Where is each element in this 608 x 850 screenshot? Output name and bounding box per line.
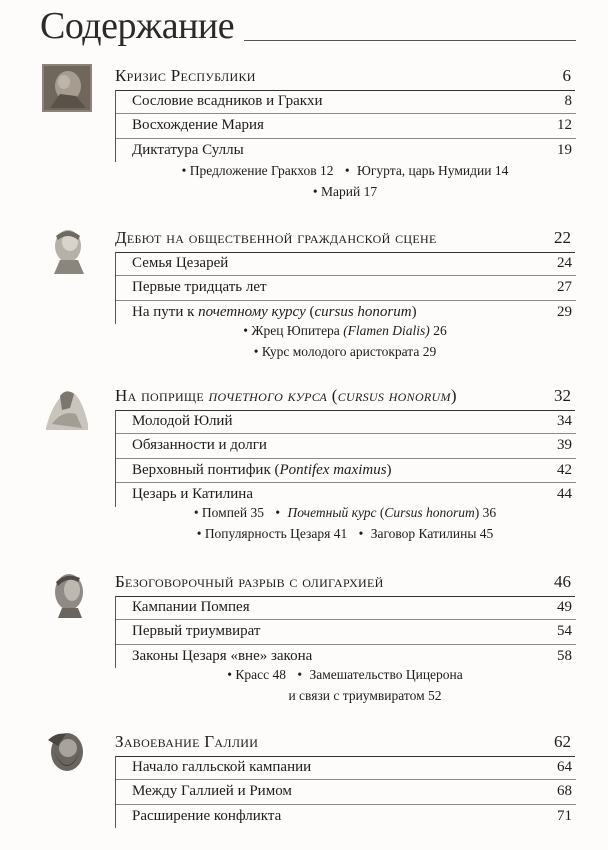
entry-page: 71 bbox=[557, 807, 572, 824]
note-item: Жрец Юпитера (Flamen Dialis) 26 bbox=[251, 323, 447, 338]
list-item[interactable] bbox=[116, 756, 576, 780]
entry-page: 54 bbox=[557, 623, 572, 640]
section-title: На поприще почетного курса (cursus honorum) bbox=[115, 386, 457, 405]
list-item[interactable] bbox=[116, 596, 576, 620]
entry-page: 12 bbox=[557, 117, 572, 134]
entry-page: 44 bbox=[557, 486, 572, 503]
entry-title: Верховный понтифик (Pontifex maximus) bbox=[132, 461, 392, 478]
bullet-icon: • bbox=[243, 323, 249, 338]
entry-title: На пути к почетному курсу (cursus honorum) bbox=[132, 303, 417, 320]
section-title: Завоевание Галлии bbox=[115, 732, 259, 751]
list-item[interactable] bbox=[116, 114, 576, 138]
note-item: Популярность Цезаря 41 bbox=[204, 526, 348, 541]
note-item: Марий 17 bbox=[321, 184, 378, 199]
note-line bbox=[115, 502, 575, 523]
note-item: Югурта, царь Нумидии 14 bbox=[357, 163, 509, 178]
list-item[interactable] bbox=[116, 276, 576, 300]
bullet-icon: • bbox=[312, 184, 318, 199]
entry-title: Начало галльской кампании bbox=[132, 759, 312, 775]
entry-title: Семья Цезарей bbox=[132, 255, 229, 271]
note-item: и связи с триумвиратом 52 bbox=[288, 688, 442, 703]
entry-page: 64 bbox=[557, 759, 572, 775]
section-title: Дебют на общественной гражданской сцене bbox=[115, 228, 437, 247]
entry-page: 24 bbox=[557, 255, 572, 271]
list-item[interactable] bbox=[116, 90, 576, 114]
head-portrait-icon bbox=[42, 570, 92, 618]
bust-portrait-icon bbox=[42, 226, 92, 274]
section-page: 6 bbox=[562, 66, 571, 85]
bullet-icon: • bbox=[344, 163, 350, 178]
entry-title: Диктатура Суллы bbox=[132, 141, 244, 158]
page-title: Содержание bbox=[40, 5, 235, 47]
entry-title: Сословие всадников и Гракхи bbox=[132, 93, 323, 109]
entry-title: Восхождение Мария bbox=[132, 117, 264, 134]
list-item[interactable] bbox=[116, 620, 576, 644]
note-item: Красс 48 bbox=[235, 667, 286, 682]
note-line bbox=[115, 320, 575, 341]
statue-figure-icon bbox=[42, 384, 92, 432]
section-title: Кризис Республики bbox=[115, 66, 256, 85]
bullet-icon: • bbox=[196, 526, 202, 541]
list-item[interactable] bbox=[116, 434, 576, 458]
entry-title: Законы Цезаря «вне» закона bbox=[132, 647, 313, 664]
bullet-icon: • bbox=[275, 505, 281, 520]
entry-page: 42 bbox=[557, 461, 572, 478]
entry-page: 49 bbox=[557, 599, 572, 615]
section-heading[interactable] bbox=[115, 386, 575, 411]
entry-page: 39 bbox=[557, 437, 572, 454]
note-line bbox=[115, 341, 575, 362]
note-item: Почетный курс (Cursus honorum) 36 bbox=[287, 505, 497, 520]
note-line bbox=[115, 664, 575, 685]
entry-list bbox=[115, 410, 576, 507]
sidebar-notes bbox=[115, 320, 575, 362]
section-page: 32 bbox=[554, 386, 571, 405]
title-rule bbox=[244, 40, 576, 41]
section-heading[interactable] bbox=[115, 732, 575, 757]
entry-page: 27 bbox=[557, 279, 572, 296]
list-item[interactable] bbox=[116, 459, 576, 483]
entry-title: Кампании Помпея bbox=[132, 599, 250, 615]
note-line bbox=[115, 181, 575, 202]
coin-portrait-icon bbox=[42, 64, 92, 112]
note-item: Предложение Гракхов 12 bbox=[189, 163, 334, 178]
sidebar-notes bbox=[115, 664, 575, 706]
bullet-icon: • bbox=[227, 667, 232, 682]
bullet-icon: • bbox=[193, 505, 199, 520]
note-item: Замешательство Цицерона bbox=[309, 667, 463, 682]
bullet-icon: • bbox=[358, 526, 364, 541]
sidebar-notes bbox=[115, 160, 575, 202]
list-item[interactable] bbox=[116, 780, 576, 804]
bearded-warrior-icon bbox=[42, 730, 92, 778]
note-line bbox=[115, 523, 575, 544]
entry-title: Первые тридцать лет bbox=[132, 279, 267, 296]
list-item[interactable] bbox=[116, 139, 576, 162]
section-heading[interactable] bbox=[115, 572, 575, 597]
bullet-icon: • bbox=[253, 344, 259, 359]
entry-list bbox=[115, 596, 576, 668]
note-item: Заговор Катилины 45 bbox=[370, 526, 494, 541]
sidebar-notes bbox=[115, 502, 575, 544]
list-item[interactable] bbox=[116, 410, 576, 434]
entry-page: 68 bbox=[557, 783, 572, 800]
list-item[interactable] bbox=[116, 252, 576, 276]
section-page: 46 bbox=[554, 572, 571, 591]
entry-list bbox=[115, 756, 576, 828]
note-item: Курс молодого аристократа 29 bbox=[261, 344, 437, 359]
note-line bbox=[115, 685, 575, 706]
entry-title: Цезарь и Катилина bbox=[132, 486, 253, 503]
section-heading[interactable] bbox=[115, 228, 575, 253]
entry-title: Молодой Юлий bbox=[132, 413, 233, 429]
section-page: 22 bbox=[554, 228, 571, 247]
entry-page: 34 bbox=[557, 413, 572, 429]
entry-title: Обязанности и долги bbox=[132, 437, 267, 454]
note-item: Помпей 35 bbox=[201, 505, 265, 520]
bullet-icon: • bbox=[181, 163, 187, 178]
entry-title: Между Галлией и Римом bbox=[132, 783, 292, 800]
section-page: 62 bbox=[554, 732, 571, 751]
entry-page: 8 bbox=[564, 93, 572, 109]
section-title: Безоговорочный разрыв с олигархией bbox=[115, 572, 384, 591]
list-item[interactable] bbox=[116, 805, 576, 828]
note-line bbox=[115, 160, 575, 181]
entry-page: 58 bbox=[557, 647, 572, 664]
bullet-icon: • bbox=[297, 667, 303, 682]
entry-page: 19 bbox=[557, 141, 572, 158]
entry-title: Первый триумвират bbox=[132, 623, 261, 640]
entry-page: 29 bbox=[557, 303, 572, 320]
section-heading[interactable] bbox=[115, 66, 575, 91]
entry-title: Расширение конфликта bbox=[132, 807, 282, 824]
entry-list bbox=[115, 252, 576, 324]
entry-list bbox=[115, 90, 576, 162]
